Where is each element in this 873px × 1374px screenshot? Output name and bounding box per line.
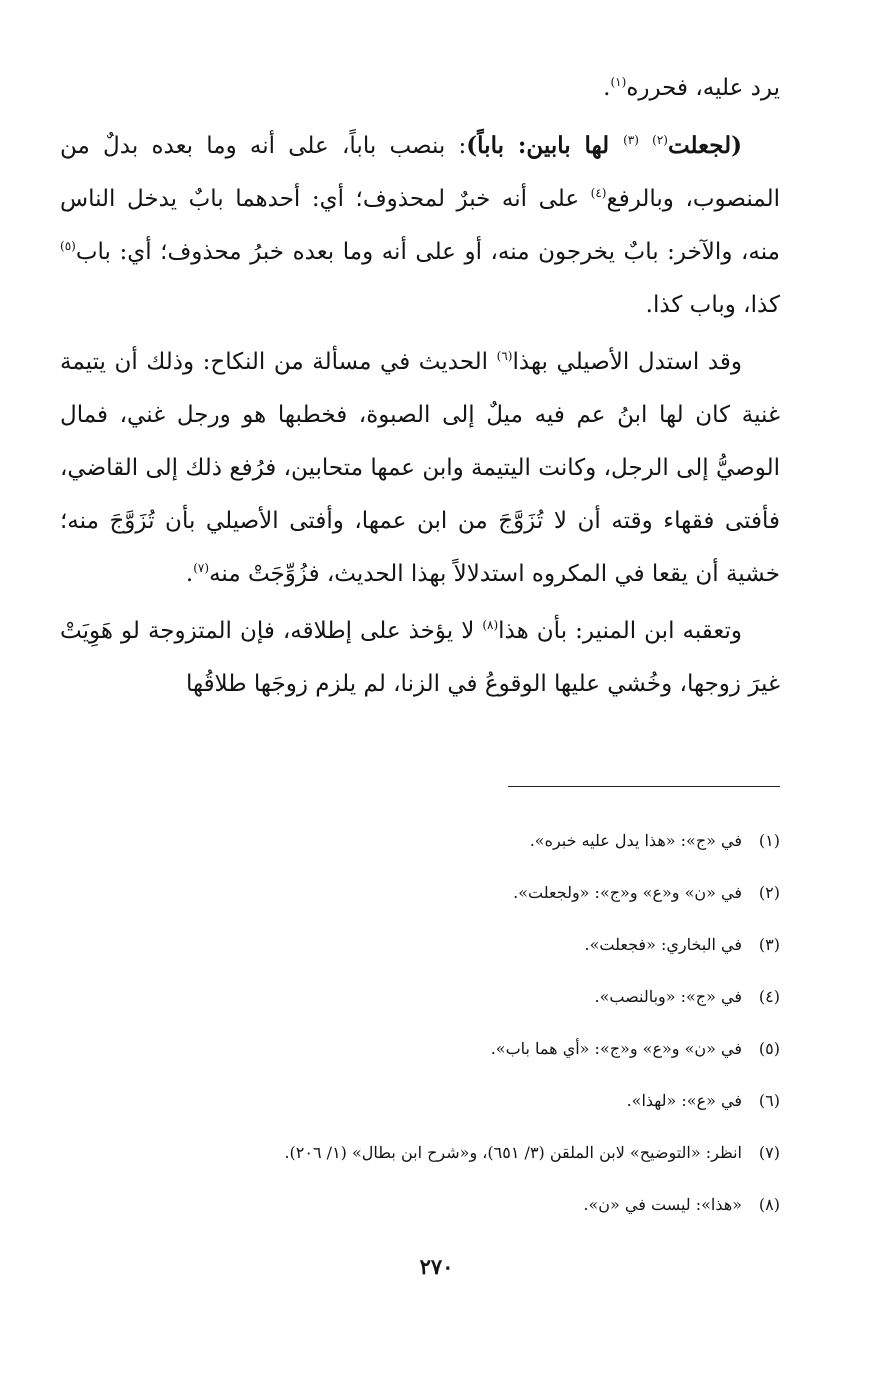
page-number: ٢٧٠ xyxy=(419,1254,454,1279)
p2-lead-open: (لجعلت xyxy=(667,132,742,159)
footnote-number: (٢) xyxy=(758,883,780,902)
p2-text-2: على أنه خبرٌ لمحذوف؛ أي: أحدهما بابٌ يدخل الناس منه، والآخر: بابٌ يخرجون منه، أو على أنه وما بعده خبرُ محذوف؛ أي: باب xyxy=(60,186,780,265)
footnote-1 xyxy=(60,828,780,880)
p2-text-3: كذا، وباب كذا. xyxy=(645,292,780,318)
p3-tail: . xyxy=(185,561,194,587)
footnote-number: (٧) xyxy=(758,1143,780,1162)
footnote-number: (١) xyxy=(758,831,780,850)
footnote-6 xyxy=(60,1088,780,1140)
paragraph-1 xyxy=(60,62,780,115)
footnote-8 xyxy=(60,1192,780,1244)
p1-text: يرد عليه، فحرره xyxy=(626,75,780,101)
paragraph-4 xyxy=(60,605,780,711)
footnote-number: (٨) xyxy=(758,1195,780,1214)
footnote-separator xyxy=(508,786,780,787)
p4-text-2: لا يؤخذ على إطلاقه، فإن المتزوجة لو هَوِيَتْ غيرَ زوجها، وخُشي عليها الوقوعُ في الزنا، لم يلزم زوجَها طلاقُها xyxy=(60,618,780,697)
footnote-2 xyxy=(60,880,780,932)
footnote-text: في «ن» و«ع» و«ج»: «أي هما باب». xyxy=(490,1039,742,1058)
footnote-5 xyxy=(60,1036,780,1088)
footnote-ref-2: (٢) xyxy=(652,133,668,147)
p2-lead-close: لها بابين: باباً) xyxy=(466,132,624,159)
footnote-3 xyxy=(60,932,780,984)
p4-text-1: وتعقبه ابن المنير: بأن هذا xyxy=(498,618,742,644)
footnote-text: في «ع»: «لهذا». xyxy=(626,1091,742,1110)
footnote-text: انظر: «التوضيح» لابن الملقن (٣/ ٦٥١)، و«شرح ابن بطال» (١/ ٢٠٦). xyxy=(284,1143,742,1162)
footnote-ref-8: (٨) xyxy=(482,618,499,632)
footnote-ref-5: (٥) xyxy=(60,239,76,253)
footnote-ref-7: (٧) xyxy=(193,561,210,575)
p1-tail: . xyxy=(603,75,611,101)
footnote-text: في «ن» و«ع» و«ج»: «ولجعلت». xyxy=(513,883,742,902)
footnote-number: (٦) xyxy=(758,1091,780,1110)
paragraph-3 xyxy=(60,336,780,601)
footnote-text: في «ج»: «وبالنصب». xyxy=(594,987,742,1006)
footnote-text: «هذا»: ليست في «ن». xyxy=(583,1195,742,1214)
footnote-ref-3: (٣) xyxy=(623,133,639,147)
footnote-number: (٥) xyxy=(758,1039,780,1058)
main-text xyxy=(60,62,780,715)
footnotes xyxy=(60,828,780,1244)
footnote-number: (٤) xyxy=(758,987,780,1006)
footnote-4 xyxy=(60,984,780,1036)
footnote-ref-1: (١) xyxy=(610,75,627,89)
paragraph-2 xyxy=(60,119,780,332)
p3-text-2: الحديث في مسألة من النكاح: وذلك أن يتيمة غنية كان لها ابنُ عم فيه ميلٌ إلى الصبوة، فخطبها هو ورجل غني، فمال الوصيُّ إلى الرجل، وكانت اليتيمة وابن عمها متحابين، فرُفع ذلك إلى القاضي، فأفتى فقهاء وقته أن لا تُزَوَّجَ من ابن عمها، وأفتى الأصيلي بأن تُزَوَّجَ منه؛ خشية أن يقعا في المكروه استدلالاً بهذا الحديث، فزُوِّجَتْ منه xyxy=(60,349,780,587)
footnote-ref-4: (٤) xyxy=(590,186,607,200)
footnote-ref-6: (٦) xyxy=(496,349,513,363)
footnote-7 xyxy=(60,1140,780,1192)
p2-text-1: : بنصب باباً، على أنه وما بعده بدلٌ من المنصوب، وبالرفع xyxy=(60,133,780,212)
footnote-text: في البخاري: «فجعلت». xyxy=(584,935,742,954)
p3-text-1: وقد استدل الأصيلي بهذا xyxy=(512,349,742,375)
footnote-text: في «ج»: «هذا يدل عليه خبره». xyxy=(529,831,742,850)
footnote-number: (٣) xyxy=(758,935,780,954)
